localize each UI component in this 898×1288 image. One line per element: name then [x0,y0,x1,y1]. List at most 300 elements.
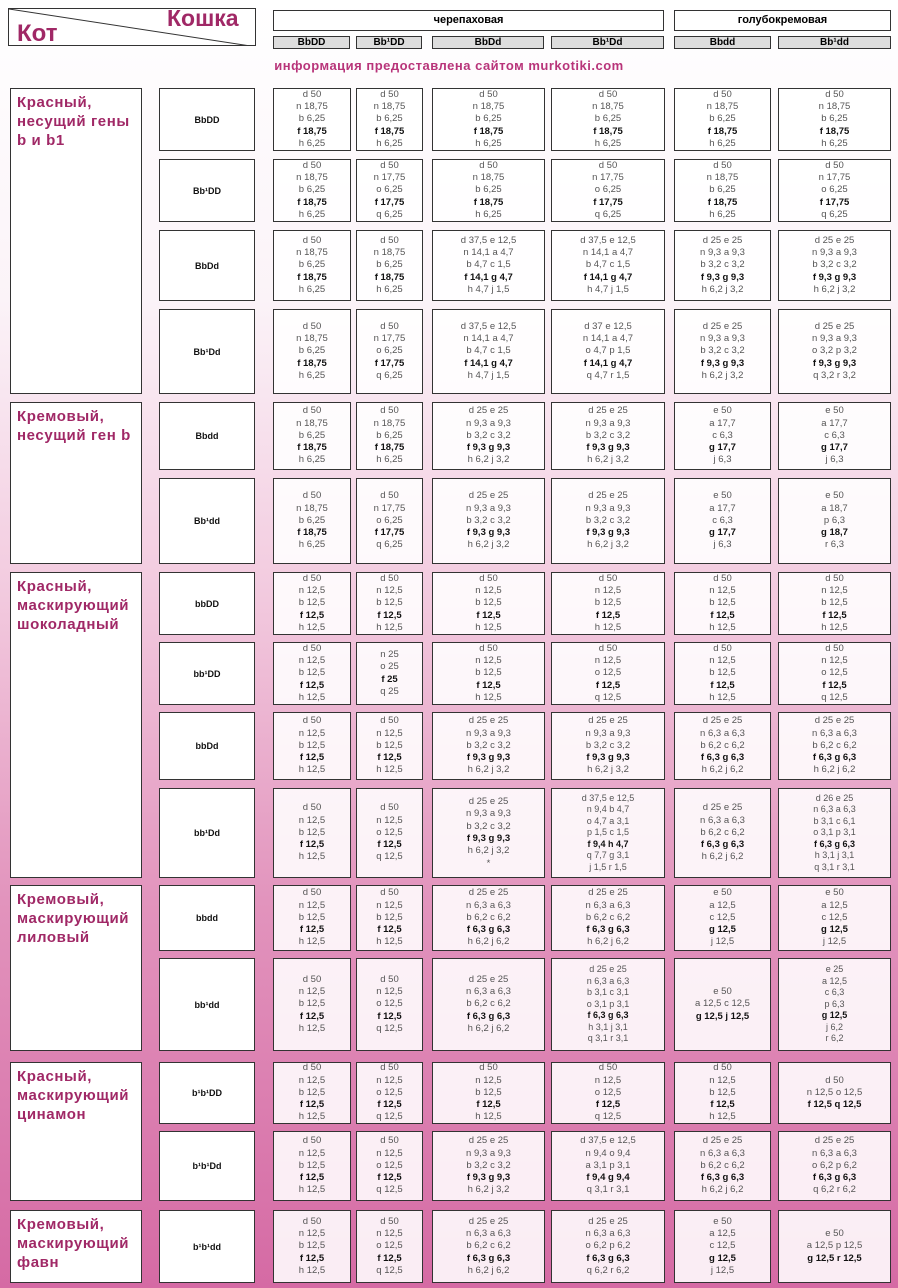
cell-line: g 12,5 [709,924,736,936]
cell-line: f 17,75 [819,196,850,208]
cell-line: d 37,5 e 12,5 [580,1135,636,1147]
cell-line: n 18,75 [373,417,406,429]
cell-line: f 12,5 [377,839,402,851]
cell-line: d 25 e 25 [468,715,509,727]
cell-line: f 17,75 [374,357,405,369]
cell-line: d 25 e 25 [588,405,628,417]
cell-line: d 25 e 25 [814,320,855,332]
cell-line: n 6,3 a 6,3 [585,899,631,911]
cell-line: d 50 [380,1062,399,1074]
cell-line: n 12,5 [298,1228,326,1240]
probability-cell [778,309,891,394]
cell-line: p 6,3 [823,514,846,526]
probability-cell [674,642,771,705]
cell-line: q 12,5 [594,1111,622,1123]
cell-line: b 6,25 [298,113,326,125]
cell-line: f 25 [381,673,398,685]
cell-line: b 12,5 [298,826,326,838]
cell-line: b 6,2 c 6,2 [466,911,511,923]
cell-line: n 9,3 a 9,3 [585,727,631,739]
probability-cell [674,1131,771,1201]
corner-header [8,8,256,46]
cell-line: h 6,2 j 3,2 [587,764,629,776]
cell-line: b 12,5 [475,667,502,679]
cell-line: f 14,1 g 4,7 [583,357,633,369]
cell-line: b 6,2 c 6,2 [585,911,631,923]
cell-line: o 6,25 [376,345,403,357]
female-genotype: Bb¹DD [356,36,422,49]
cell-line: d 50 [380,973,399,985]
cell-line: j 6,2 [825,1021,843,1032]
cell-line: b 6,25 [376,259,403,271]
cell-line: b 3,2 c 3,2 [585,739,631,751]
cell-line: n 14,1 a 4,7 [463,247,514,259]
cell-line: a 12,5 [709,1228,736,1240]
probability-cell [432,642,545,705]
cell-line: f 17,75 [374,196,405,208]
cell-line: h 4,7 j 1,5 [467,283,510,295]
probability-cell [551,402,665,470]
male-genotype: bbdd [159,885,255,951]
cell-line: h 6,2 j 6,2 [701,1184,744,1196]
cell-line: n 17,75 [818,172,851,184]
cell-line: f 18,75 [473,125,504,137]
cell-line: b 3,2 c 3,2 [700,259,745,271]
cell-line: b 12,5 [298,667,326,679]
probability-cell [778,402,891,470]
cell-line: b 6,25 [298,429,326,441]
probability-cell [432,159,545,222]
probability-cell [551,230,665,301]
female-group-tortoiseshell: черепаховая [273,10,664,31]
cell-line: n 9,3 a 9,3 [585,502,631,514]
cell-line: b 12,5 [298,1086,326,1098]
probability-cell [778,712,891,780]
cell-line: b 6,2 c 6,2 [700,739,745,751]
cell-line: b 3,2 c 3,2 [585,514,631,526]
cell-line: n 12,5 [298,814,326,826]
cell-line: g 12,5 [709,1252,736,1264]
cell-line: b 12,5 [298,998,326,1010]
probability-cell [356,88,423,151]
cell-line: d 50 [479,1062,498,1074]
cell-line: n 18,75 [373,247,406,259]
cell-line: a 12,5 [821,899,848,911]
cell-line: d 50 [380,234,399,246]
cell-line: f 9,3 g 9,3 [466,833,511,844]
cell-line: h 6,2 j 6,2 [701,851,744,863]
cell-line: n 18,75 [472,172,505,184]
cell-line: f 9,3 g 9,3 [466,442,511,454]
male-group-label: Красный, несущий гены b и b1 [10,88,142,394]
cell-line: d 50 [302,887,322,899]
cell-line: h 12,5 [298,1264,326,1276]
cell-line: q 3,1 r 3,1 [587,1033,629,1044]
cell-line: b 3,2 c 3,2 [466,429,511,441]
male-genotype: BbDd [159,230,255,301]
cell-line: n 18,75 [706,172,739,184]
male-group-label: Красный, маскирующий шоколадный [10,572,142,878]
cell-line: h 6,25 [709,208,736,220]
probability-cell [356,642,423,705]
probability-cell [674,230,771,301]
cell-line: o 12,5 [376,1086,403,1098]
cell-line: d 25 e 25 [468,1135,509,1147]
probability-cell [356,1131,423,1201]
cell-line: b 12,5 [376,597,403,609]
cell-line: b 4,7 c 1,5 [466,259,511,271]
cell-line: o 12,5 [376,1159,403,1171]
female-axis-label: Кошка [167,8,239,31]
cell-line: n 12,5 [376,727,403,739]
cell-line: n 12,5 [709,1074,736,1086]
cell-line: f 6,3 g 6,3 [586,1252,630,1264]
probability-cell [273,572,351,635]
cell-line: n 12,5 [376,986,403,998]
cell-line: h 12,5 [709,691,736,703]
cell-line: q 6,25 [376,369,403,381]
probability-cell [778,1062,891,1124]
cell-line: o 12,5 [821,667,848,679]
cell-line: o 12,5 [376,1240,403,1252]
male-group-label: Кремовый, маскирующий фавн [10,1210,142,1283]
cell-line: o 3,1 p 3,1 [813,827,856,838]
male-genotype: Bb¹DD [159,159,255,222]
cell-line: n 12,5 [709,585,736,597]
female-genotype: Bbdd [674,36,771,49]
cell-line: q 6,25 [821,208,848,220]
cell-line: h 12,5 [709,621,736,633]
cell-line: b 12,5 [709,1086,736,1098]
cell-line: f 18,75 [297,196,327,208]
cell-line: h 6,2 j 6,2 [701,764,744,776]
cell-line: b 3,1 c 6,1 [813,815,856,826]
cell-line: h 6,25 [475,208,502,220]
cell-line: n 18,75 [592,101,624,113]
cell-line: d 50 [302,1215,322,1227]
cell-line: n 6,3 a 6,3 [585,1228,631,1240]
cell-line: q 6,2 r 6,2 [813,1184,856,1196]
cell-line: d 37,5 e 12,5 [581,792,635,803]
cell-line: h 12,5 [298,1111,326,1123]
cell-line: f 9,4 h 4,7 [587,838,629,849]
cell-line: o 6,2 p 6,2 [812,1159,857,1171]
cell-line: f 14,1 g 4,7 [464,357,513,369]
cell-line: d 25 e 25 [468,1215,509,1227]
cell-line: f 6,3 g 6,3 [700,752,745,764]
cell-line: n 12,5 [376,1147,403,1159]
cell-line: f 18,75 [374,442,405,454]
cell-line: n 9,4 b 4,7 [586,804,630,815]
cell-line: e 50 [713,490,732,502]
cell-line: c 6,3 [712,514,733,526]
cell-line: d 37,5 e 12,5 [460,234,517,246]
probability-cell [356,958,423,1051]
cell-line: b 12,5 [709,597,736,609]
cell-line: o 6,25 [376,184,403,196]
cell-line: f 18,75 [297,271,327,283]
cell-line: b 3,2 c 3,2 [585,429,631,441]
cell-line: h 6,25 [298,369,326,381]
cell-line: b 12,5 [376,911,403,923]
cell-line: f 12,5 [299,1172,325,1184]
cell-line: j 6,3 [713,454,732,466]
cell-line: n 9,4 o 9,4 [585,1147,631,1159]
cell-line: q 4,7 r 1,5 [586,369,630,381]
cell-line: h 6,2 j 3,2 [467,845,510,857]
cell-line: d 25 e 25 [702,715,743,727]
cell-line: d 50 [598,1062,618,1074]
cell-line: d 50 [302,405,322,417]
cell-line: b 12,5 [298,911,326,923]
probability-cell [778,1131,891,1201]
cell-line: b 12,5 [376,739,403,751]
cell-line: d 25 e 25 [588,887,628,899]
cell-line: n 17,75 [373,172,406,184]
cell-line: d 50 [302,234,322,246]
cell-line: p 1,5 c 1,5 [586,827,630,838]
female-genotype: BbDd [432,36,544,49]
cell-line: d 25 e 25 [814,1135,855,1147]
cell-line: f 9,3 g 9,3 [466,752,511,764]
cell-line: h 4,7 j 1,5 [587,283,629,295]
probability-cell [674,788,771,878]
probability-cell [356,1062,423,1124]
probability-cell [674,885,771,951]
male-genotype: bbDD [159,572,255,635]
cell-line: n 6,3 a 6,3 [586,975,630,986]
cell-line: q 12,5 [376,1184,403,1196]
cell-line: h 12,5 [298,1022,326,1034]
probability-cell [273,478,351,564]
cell-line: h 6,2 j 3,2 [587,454,629,466]
probability-cell [551,885,665,951]
cell-line: d 25 e 25 [468,973,509,985]
cell-line: n 12,5 [594,1074,622,1086]
cell-line: a 17,7 [709,502,736,514]
probability-cell [273,309,351,394]
probability-cell [273,230,351,301]
cell-line: n 12,5 [709,655,736,667]
cell-line: f 12,5 [299,609,325,621]
cell-line: f 14,1 g 4,7 [583,271,633,283]
cell-line: n 18,75 [296,247,328,259]
cell-line: f 9,4 g 9,4 [586,1172,630,1184]
cell-line: n 12,5 o 12,5 [806,1086,863,1098]
cell-line: d 50 [380,88,399,100]
cell-line: d 50 [380,490,399,502]
cell-line: o 3,2 p 3,2 [812,345,857,357]
probability-cell [432,88,545,151]
cell-line: f 9,3 g 9,3 [700,271,745,283]
cell-line: o 3,1 p 3,1 [586,998,630,1009]
cell-line: q 3,1 r 3,1 [586,1184,630,1196]
cell-line: g 17,7 [709,442,736,454]
cell-line: p 6,3 [824,998,845,1009]
cell-line: b 3,2 c 3,2 [466,820,511,832]
cell-line: n 18,75 [373,101,406,113]
cell-line: n 18,75 [296,172,328,184]
cell-line: e 50 [713,405,732,417]
probability-cell [432,1062,545,1124]
cell-line: h 12,5 [594,621,622,633]
cell-line: o 6,25 [821,184,848,196]
cell-line: n 14,1 a 4,7 [582,247,634,259]
cell-line: a 17,7 [821,417,848,429]
probability-cell [778,478,891,564]
cell-line: n 12,5 [821,585,848,597]
cell-line: n 12,5 [594,655,622,667]
cell-line: b 6,25 [821,113,848,125]
cell-line: n 9,3 a 9,3 [466,417,511,429]
cell-line: d 50 [302,1135,322,1147]
cell-line: n 12,5 [821,655,848,667]
cell-line: f 18,75 [707,196,738,208]
cell-line: f 18,75 [297,442,327,454]
probability-cell [356,788,423,878]
cell-line: h 12,5 [475,691,502,703]
cell-line: g 18,7 [821,527,848,539]
cell-line: f 6,3 g 6,3 [812,752,857,764]
cell-line: n 6,3 a 6,3 [812,1147,857,1159]
cell-line: n 12,5 [376,1074,403,1086]
male-group-label: Красный, маскирующий цинамон [10,1062,142,1201]
cell-line: q 12,5 [594,691,622,703]
cell-line: d 50 [302,1062,322,1074]
cell-line: f 12,5 [377,924,402,936]
cell-line: o 12,5 [594,667,622,679]
cell-line: h 12,5 [376,621,403,633]
cell-line: d 50 [479,88,498,100]
cell-line: f 12,5 [822,679,847,691]
cell-line: n 14,1 a 4,7 [463,333,514,345]
cell-line: f 9,3 g 9,3 [812,357,857,369]
male-axis-label: Кот [17,20,58,46]
cell-line: j 12,5 [822,936,847,948]
cell-line: f 12,5 [299,924,325,936]
cell-line: d 50 [380,405,399,417]
male-genotype: Bbdd [159,402,255,470]
cell-line: n 18,75 [296,417,328,429]
cell-line: d 25 e 25 [468,796,509,808]
cell-line: f 12,5 [377,609,402,621]
cell-line: b 6,25 [709,184,736,196]
probability-cell [432,478,545,564]
cell-line: n 9,3 a 9,3 [812,333,857,345]
cell-line: a 12,5 [821,975,848,986]
probability-cell [356,712,423,780]
cell-line: n 12,5 [475,655,502,667]
cell-line: b 6,25 [709,113,736,125]
cell-line: f 12,5 [476,609,501,621]
cell-line: h 3,1 j 3,1 [588,1021,628,1032]
cell-line: e 50 [713,1215,732,1227]
probability-cell [273,642,351,705]
cell-line: f 12,5 [377,1172,402,1184]
cell-line: b 3,2 c 3,2 [466,1159,511,1171]
probability-cell [432,958,545,1051]
cell-line: n 25 [380,648,399,660]
probability-cell [356,159,423,222]
cell-line: o 6,25 [376,514,403,526]
probability-cell [273,788,351,878]
cell-line: f 12,5 [299,752,325,764]
cell-line: g 12,5 j 12,5 [695,1010,750,1022]
probability-cell [432,885,545,951]
cell-line: h 6,25 [709,137,736,149]
cell-line: d 50 [302,159,322,171]
cell-line: o 25 [380,661,399,673]
cell-line: e 50 [713,986,732,998]
cell-line: d 50 [302,490,322,502]
cell-line: b 6,25 [376,113,403,125]
cell-line: f 14,1 g 4,7 [464,271,513,283]
probability-cell [432,309,545,394]
cell-line: d 50 [825,642,844,654]
cell-line: f 6,3 g 6,3 [812,1172,857,1184]
cell-line: d 50 [479,642,498,654]
probability-cell [778,642,891,705]
cell-line: d 50 [380,1135,399,1147]
cell-line: q 6,25 [376,539,403,551]
cell-line: b 6,25 [298,184,326,196]
cell-line: n 12,5 [376,899,403,911]
cell-line: b 12,5 [821,597,848,609]
cell-line: h 6,2 j 6,2 [813,764,856,776]
probability-cell [432,788,545,878]
cell-line: f 6,3 g 6,3 [466,1010,511,1022]
cell-line: h 6,2 j 3,2 [467,1184,510,1196]
cell-line: d 50 [302,88,322,100]
probability-cell [778,88,891,151]
cell-line: d 50 [825,88,844,100]
cell-line: h 6,2 j 3,2 [813,283,856,295]
cell-line: h 6,2 j 6,2 [587,936,629,948]
probability-cell [778,788,891,878]
probability-cell [778,230,891,301]
cell-line: n 12,5 [298,727,326,739]
probability-cell [273,885,351,951]
cell-line: f 18,75 [707,125,738,137]
probability-cell [273,1062,351,1124]
cell-line: n 12,5 [475,585,502,597]
probability-cell [551,1131,665,1201]
cell-line: n 9,3 a 9,3 [812,247,857,259]
cell-line: g 17,7 [709,527,736,539]
cell-line: n 9,3 a 9,3 [700,247,745,259]
cell-line: d 26 e 25 [815,792,854,803]
cell-line: f 12,5 [299,1099,325,1111]
cell-line: f 6,3 g 6,3 [466,1252,511,1264]
probability-cell [778,958,891,1051]
male-genotype: bb¹Dd [159,788,255,878]
cell-line: n 14,1 a 4,7 [582,333,634,345]
cell-line: f 18,75 [473,196,504,208]
probability-cell [674,712,771,780]
probability-cell [273,1131,351,1201]
cell-line: d 50 [380,1215,399,1227]
cell-line: f 9,3 g 9,3 [586,752,630,764]
cell-line: j 12,5 [710,936,735,948]
male-genotype: BbDD [159,88,255,151]
cell-line: a 17,7 [709,417,736,429]
cell-line: b 6,25 [376,429,403,441]
cell-line: b 6,2 c 6,2 [700,826,745,838]
probability-cell [551,478,665,564]
cell-line: b 3,2 c 3,2 [466,514,511,526]
cell-line: n 6,3 a 6,3 [812,727,857,739]
cell-line: n 12,5 [376,1228,403,1240]
